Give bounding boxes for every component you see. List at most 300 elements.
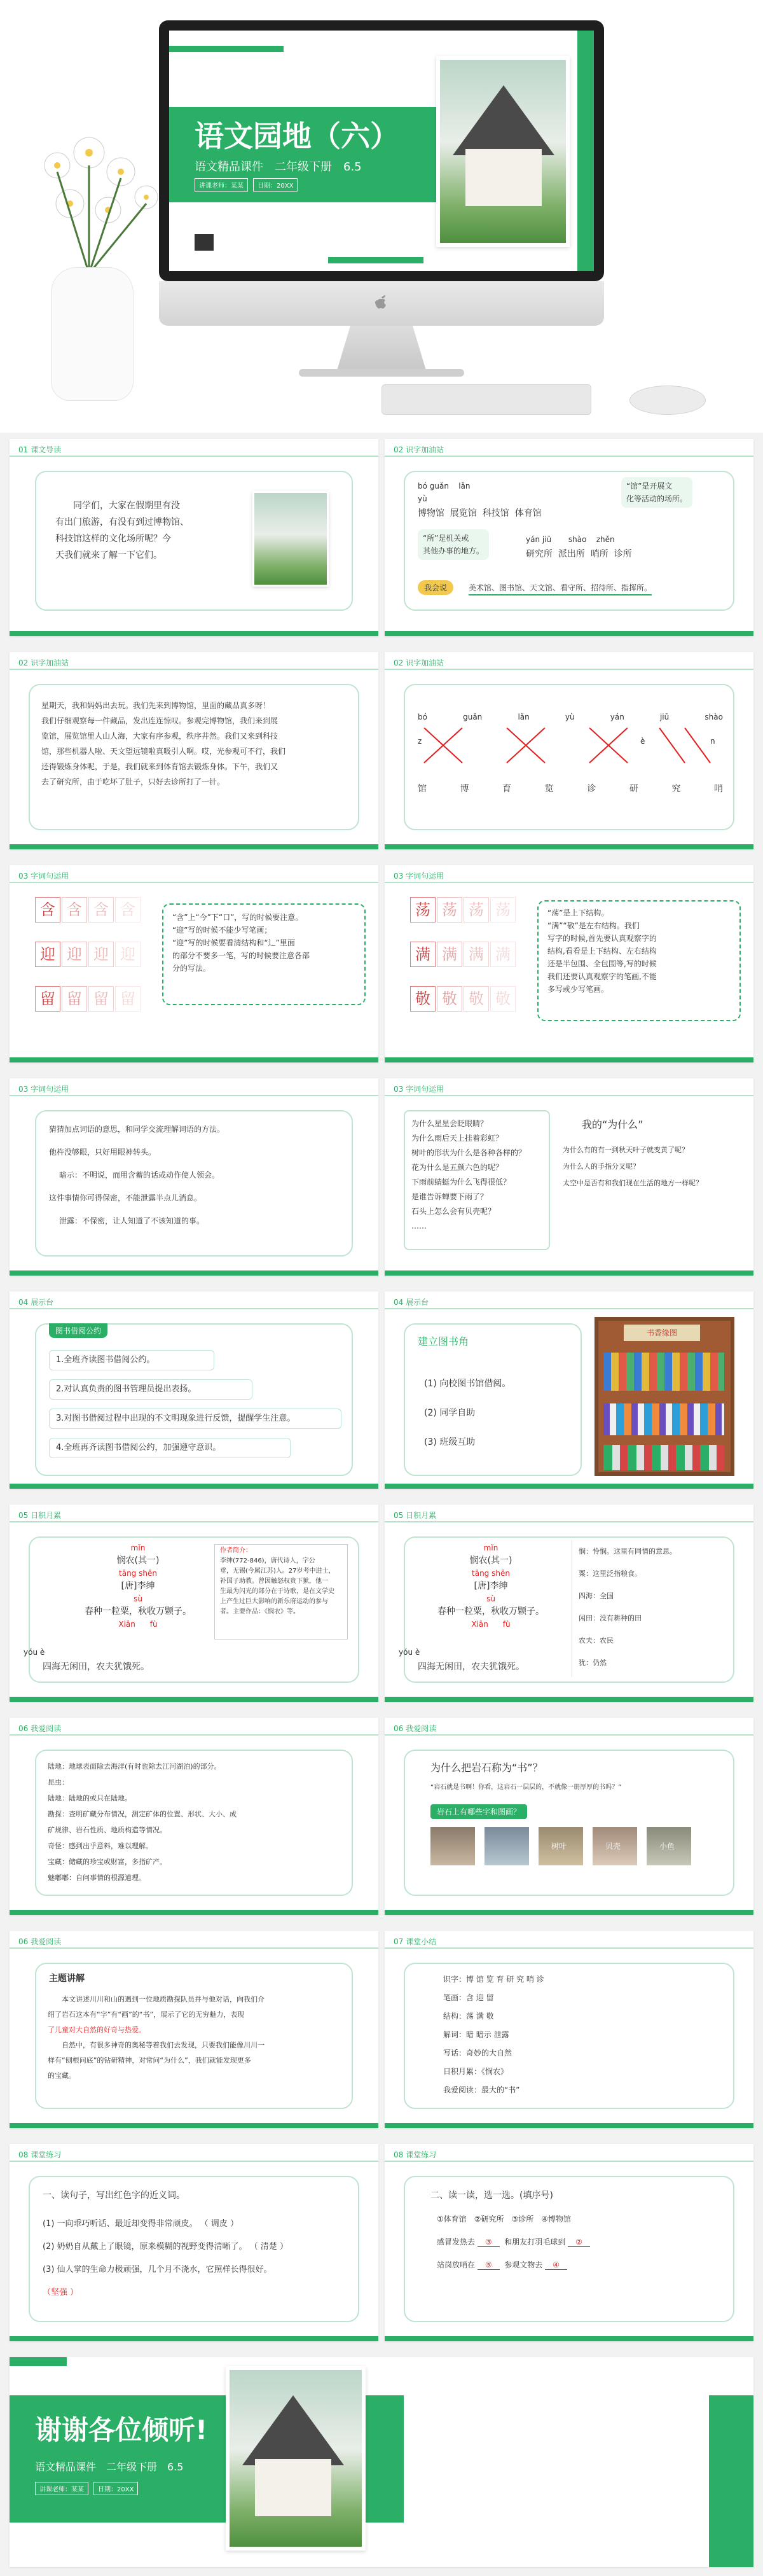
slide-exercise-1 <box>10 2144 378 2341</box>
summary-list <box>443 1970 544 2099</box>
pinyin: sù <box>486 1594 495 1603</box>
mouse <box>629 386 706 415</box>
flower-decoration <box>19 127 172 274</box>
slide-label: 06 我爱阅读 <box>18 1937 62 1946</box>
slide-writing-1 <box>10 865 378 1062</box>
pinyin: yù <box>418 494 427 503</box>
text-line: 下雨前蜻蜓为什么飞得很低？ <box>411 1178 511 1187</box>
list-item: 1.全班齐读图书借阅公约。 <box>49 1350 214 1370</box>
text-line: 写话：奇妙的大自然 <box>443 2049 512 2057</box>
slide-word-meaning <box>10 1078 378 1276</box>
text-line: 树叶的形状为什么是各种各样的？ <box>411 1148 526 1157</box>
prompt: 和朋友打羽毛球到 <box>504 2238 566 2246</box>
slide-showcase-2 <box>385 1291 753 1489</box>
char: 馆 <box>418 784 427 794</box>
theme-text <box>48 1992 347 2084</box>
answer-row <box>437 2259 567 2271</box>
slide-theme <box>10 1931 378 2128</box>
char-cell: 留 <box>115 986 141 1012</box>
text-line: 补国子助教。曾因触怒权贵下狱，他一 <box>220 1578 328 1585</box>
monitor-stand <box>337 326 426 370</box>
pinyin: lǎn <box>518 713 530 721</box>
writing-tips <box>162 903 366 1005</box>
word: 诊所 <box>614 549 632 559</box>
exercise-title: 一、读句子，写出红色字的近义词。 <box>43 2190 185 2201</box>
content-card <box>35 1963 353 2109</box>
word: 研究所 <box>526 549 553 559</box>
pinyin: Xiān <box>118 1620 135 1629</box>
question-title: 为什么把岩石称为“书”？ <box>430 1762 543 1774</box>
content-card <box>399 1536 734 1683</box>
books <box>603 1353 724 1391</box>
text-line: 识字：博 馆 览 育 研 究 哨 诊 <box>443 1975 544 1984</box>
pinyin: yán jiū <box>526 535 552 544</box>
pinyin: zhěn <box>596 535 615 544</box>
text-line: 绍了岩石这本有“字”有“画”的“书”，展示了它的无穷魅力，表现 <box>48 2010 245 2019</box>
text-line: 结构,看看是上下结构、左右结构 <box>547 947 657 956</box>
text-line: 生最为闪光的部分在于诗歌，是在文学史 <box>220 1588 334 1595</box>
char-cell: 荡 <box>437 897 462 922</box>
char-cell: 荡 <box>490 897 516 922</box>
text-line: 我爱阅读：最大的“书” <box>443 2085 520 2094</box>
rock-picture <box>539 1827 583 1865</box>
pinyin: n <box>710 737 715 746</box>
text-line: 这件事情你可得保密，不能泄露半点儿消息。 <box>49 1194 202 1202</box>
content-card <box>35 1750 353 1896</box>
slide-label: 04 展示台 <box>18 1298 54 1307</box>
text-line: “迎”写的时候不能少写笔画； <box>172 926 272 935</box>
pic-label: 贝壳 <box>605 1842 621 1851</box>
my-why-list <box>563 1142 741 1192</box>
text-line: 宝藏：储藏的珍宝或财富，多指矿产。 <box>48 1858 167 1866</box>
tips-text <box>172 911 363 975</box>
note-bubble <box>621 477 692 508</box>
text-line: 日积月累：《悯农》 <box>443 2067 509 2076</box>
text-line: 者。主要作品：《悯农》等。 <box>220 1608 299 1615</box>
char: 览 <box>544 784 554 794</box>
slide-label: 03 字词句运用 <box>18 1085 69 1094</box>
pinyin: bó <box>418 713 427 721</box>
text-line: 猜猜加点词语的意思，和同学交流理解词语的方法。 <box>49 1125 225 1134</box>
text-line: “迎”写的时候要看清结构和“辶”里面 <box>172 938 295 947</box>
slide-writing-2 <box>385 865 753 1062</box>
pinyin: mǐn <box>483 1543 498 1552</box>
house-photo <box>436 56 570 247</box>
text-line: 解词：暗 暗示 泄露 <box>443 2030 509 2039</box>
thanks-title: 谢谢各位倾听! <box>35 2414 208 2446</box>
pinyin: fù <box>149 1620 158 1629</box>
slide-label: 02 识字加油站 <box>18 658 69 667</box>
content-card <box>29 2176 359 2322</box>
text-line: 暗示：不明说，而用含蓄的话或动作使人领会。 <box>59 1171 220 1180</box>
accent-bar <box>169 46 284 52</box>
text-line: 魅嘟嘟：自问事情的根源道理。 <box>48 1874 146 1882</box>
slide-label: 01 课文导读 <box>18 445 62 454</box>
pinyin: guǎn <box>463 713 483 721</box>
accent-bar <box>10 2357 67 2366</box>
slide-exercise-2 <box>385 2144 753 2341</box>
badge: 我会说 <box>418 580 453 595</box>
answer: ④ <box>545 2260 567 2270</box>
text-line: (1) 向校图书馆借阅。 <box>424 1379 511 1389</box>
pinyin: yóu è <box>24 1648 45 1657</box>
slide-reading-1 <box>10 1718 378 1915</box>
story-text <box>41 698 350 790</box>
author-note <box>214 1544 348 1640</box>
teacher-tag: 讲课老师：某某 <box>35 2482 88 2495</box>
text-line: 四海：全国 <box>579 1592 614 1600</box>
text-line: 奇怪：感到出乎意料，难以理解。 <box>48 1842 153 1850</box>
text-line: 还是半包围、全包围等,写的时候 <box>547 959 657 968</box>
accent-bar <box>328 257 423 263</box>
poem-line: 四海无闲田，农夫犹饿死。 <box>418 1662 525 1672</box>
accent-bar <box>577 31 594 271</box>
tips-text <box>547 907 738 996</box>
content-card <box>404 471 734 611</box>
text-line: 犹：仍然 <box>579 1659 607 1667</box>
char-cell: 含 <box>88 897 114 922</box>
char-cell: 荡 <box>464 897 489 922</box>
text-line: 去了研究所，由于吃坏了肚子，只好去诊所打了一针。 <box>41 777 225 786</box>
word: 派出所 <box>558 549 585 559</box>
word: 哨所 <box>590 549 608 559</box>
text-line: 他杵没够眼，只好用眼神转头。 <box>49 1148 156 1157</box>
poem <box>418 1542 564 1631</box>
questions <box>411 1117 526 1234</box>
title-band <box>169 107 443 202</box>
intro-text <box>55 498 246 564</box>
word-row <box>418 505 542 522</box>
quote: “岩石就是书啊！你看，这岩石一层层的，不就像一册厚厚的书吗？” <box>430 1784 622 1791</box>
exercise-title: 二、读一读，选一选。(填序号) <box>430 2190 553 2201</box>
text-line: 矿规律、岩石性质、地质构造等情况。 <box>48 1826 167 1834</box>
pinyin: tāng shēn <box>472 1569 510 1578</box>
ribbon: 图书借阅公约 <box>49 1323 107 1338</box>
text-line: “荡”是上下结构。 <box>547 909 609 917</box>
pinyin: yóu è <box>399 1648 420 1657</box>
thanks-subtitle: 语文精品课件 二年级下册 6.5 <box>35 2461 184 2473</box>
options: ①体育馆 ②研究所 ③诊所 ④博物馆 <box>437 2215 572 2224</box>
pinyin: z <box>418 737 422 746</box>
text-line: “含”上“今”下“口”，写的时候要注意。 <box>172 913 303 922</box>
pinyin: fù <box>502 1620 511 1629</box>
slide-matching <box>385 652 753 849</box>
vase <box>51 267 134 401</box>
note-text <box>220 1546 345 1617</box>
char-cell: 含 <box>62 897 87 922</box>
text-line: 上产生过巨大影响的新乐府运动的参与 <box>220 1598 328 1605</box>
poem-line: 四海无闲田，农夫犹饿死。 <box>43 1662 149 1672</box>
poem-line: 春种一粒粟，秋收万颗子。 <box>437 1606 544 1617</box>
text-line: 本文讲述川川和山的遇到一位地质勘探队员并与他对话，向我们介 <box>62 1995 265 2003</box>
text-line: 陆地：地球表面除去海洋(有时也除去江河湖泊)的部分。 <box>48 1762 221 1771</box>
char-cell: 敬 <box>490 986 516 1012</box>
slide-label: 06 我爱阅读 <box>18 1724 62 1733</box>
pinyin: shào <box>705 713 723 721</box>
slide-intro <box>10 439 378 636</box>
question-list <box>404 1110 550 1250</box>
text-line: 是谁告诉蝉要下雨了？ <box>411 1192 488 1201</box>
my-why-title: 我的“为什么” <box>582 1118 643 1131</box>
text-line: 我们仔细观察每一件藏品，发出连连惊叹。参观完博物馆，我们来到展 <box>41 716 278 725</box>
text-line: 还得锻炼身体呢，于是，我们就来到体育馆去锻炼身体。下午，我们又 <box>41 762 278 771</box>
gloss-text <box>579 1540 677 1674</box>
cover-title: 语文园地（六） <box>195 119 399 153</box>
text-line: “满”“敬”是左右结构。我们 <box>547 921 640 930</box>
char-cell: 含 <box>115 897 141 922</box>
text-line: 为什么人的手指分叉呢？ <box>563 1162 640 1171</box>
example-words: 美术馆、图书馆、天文馆、看守所、招待所、指挥所。 <box>469 581 652 595</box>
books <box>603 1445 724 1470</box>
slide-label: 04 展示台 <box>394 1298 429 1307</box>
word-row <box>526 546 632 562</box>
text-line: 样有“刨根问底”的钻研精神，对常问“为什么”，我们就能发现更多 <box>48 2056 251 2064</box>
house-photo <box>226 2366 366 2551</box>
text-line: 的宝藏。 <box>48 2071 76 2080</box>
char-row <box>418 781 723 797</box>
text-line: (3) 班级互助 <box>424 1437 476 1447</box>
slide-reading-2 <box>385 1718 753 1915</box>
monitor-foot <box>299 369 464 377</box>
prompt: 参观文物去 <box>504 2260 543 2269</box>
cover-slide <box>169 31 594 271</box>
option-list <box>424 1369 511 1457</box>
pinyin: mǐn <box>130 1543 146 1552</box>
content-card <box>35 1110 353 1257</box>
decor-box <box>195 234 214 251</box>
text-line: (3) 仙人掌的生命力极顽强，几个月不浇水，它照样长得很好。 <box>43 2265 272 2274</box>
text-line: 李绅(772-846)，唐代诗人，字公 <box>220 1557 315 1564</box>
teacher-tag: 讲课老师：某某 <box>195 178 248 191</box>
text-line: 结构：荡 满 敬 <box>443 2012 494 2021</box>
char: 哨 <box>713 784 723 794</box>
slide-showcase-1 <box>10 1291 378 1489</box>
text-line: 馆，那些机器人啦、天文望远镜啦真吸引人啊。哎，光参观可不行，我们 <box>41 747 286 756</box>
note-bubble <box>418 529 489 560</box>
accent-bar <box>709 2395 753 2567</box>
rock-picture <box>485 1827 529 1865</box>
section-strip: 岩石上有哪些字和图画？ <box>430 1804 527 1819</box>
text-line: 笔画：含 迎 留 <box>443 1993 494 2002</box>
text-line: 写字的时候,首先要认真观察字的 <box>547 934 657 943</box>
content-card <box>29 684 359 830</box>
monitor-chin <box>159 281 604 326</box>
char-cell: 迎 <box>62 942 87 967</box>
slide-literacy-2 <box>10 652 378 849</box>
keyboard <box>382 384 591 415</box>
pic-label: 小鱼 <box>659 1842 675 1851</box>
pinyin: sù <box>134 1594 142 1603</box>
poem-title: 悯农(其一) <box>469 1556 512 1566</box>
section-title: 建立图书角 <box>418 1335 469 1347</box>
content-card <box>404 1323 582 1476</box>
pinyin: è <box>640 737 645 746</box>
content-card <box>404 684 734 830</box>
content-card <box>24 1536 359 1683</box>
text-line: 泄露：不保密，让人知道了不该知道的事。 <box>59 1216 205 1225</box>
char: 博 <box>460 784 469 794</box>
char-cell: 满 <box>437 942 462 967</box>
slide-label: 03 字词句运用 <box>394 1085 444 1094</box>
text-line: 分的写法。 <box>172 964 211 973</box>
text-line: 昆虫： <box>48 1778 69 1786</box>
char-cell: 留 <box>62 986 87 1012</box>
char-cell: 满 <box>464 942 489 967</box>
pinyin-row <box>418 711 723 723</box>
text-line: (1) 一向乖巧听话、最近却变得非常顽皮。 （ 调皮 ） <box>43 2219 238 2229</box>
char-cell: 含 <box>35 897 60 922</box>
pinyin: jiū <box>659 713 670 721</box>
char-cell: 敬 <box>464 986 489 1012</box>
gloss-list <box>572 1540 727 1677</box>
answer-row <box>437 2236 590 2248</box>
content-card <box>404 2176 734 2322</box>
text-line: (2) 奶奶自从戴上了眼镜，原来模糊的视野变得清晰了。 （ 清楚 ） <box>43 2242 288 2252</box>
pinyin: tāng shēn <box>119 1569 157 1578</box>
rock-picture <box>647 1827 691 1865</box>
writing-tips <box>537 900 741 1021</box>
text-line: 农夫：农民 <box>579 1636 614 1645</box>
slide-poem-2 <box>385 1505 753 1702</box>
slide-label: 03 字词句运用 <box>394 872 444 881</box>
text-line: 为什么星星会眨眼睛？ <box>411 1119 488 1128</box>
text-line: (2) 同学自助 <box>424 1408 476 1418</box>
text-line: 同学们，大家在假期里有没 <box>73 501 180 511</box>
pinyin: shào <box>568 535 587 544</box>
lesson-text <box>49 1118 224 1232</box>
text-line: 化等活动的场所。 <box>626 494 688 503</box>
slide-label: 05 日积月累 <box>394 1511 437 1520</box>
text-line: 太空中是否有和我们现在生活的地方一样呢？ <box>563 1179 703 1187</box>
text-line: “馆”是开展文 <box>626 482 673 491</box>
text-line: （坚强 ） <box>43 2288 79 2297</box>
text-line: 闲田：没有耕种的田 <box>579 1614 642 1622</box>
slide-label: 08 课堂练习 <box>394 2150 437 2159</box>
word: 科技馆 <box>482 508 509 519</box>
char-cell: 迎 <box>115 942 141 967</box>
poem-title: 悯农(其一) <box>116 1556 160 1566</box>
prompt: 站岗放哨在 <box>437 2260 476 2269</box>
text-line: 自然中，有很多神奇的奥秘等着我们去发现，只要我们能像川川一 <box>62 2041 265 2049</box>
char-cell: 敬 <box>410 986 436 1012</box>
poem <box>68 1542 208 1631</box>
slide-poem-1 <box>10 1505 378 1702</box>
list-item: 3.对图书借阅过程中出现的不文明现象进行反馈，提醒学生注意。 <box>49 1409 341 1429</box>
char-cell: 荡 <box>410 897 436 922</box>
pinyin: yù <box>565 713 575 721</box>
poem-author: [唐]李绅 <box>474 1581 508 1591</box>
slide-questions <box>385 1078 753 1276</box>
text-line: 为什么有的有一到秋天叶子就变黄了呢？ <box>563 1146 689 1154</box>
glossary <box>48 1758 237 1886</box>
char: 究 <box>671 784 681 794</box>
text-line: 星期天，我和妈妈出去玩。我们先来到博物馆，里面的藏品真多呀！ <box>41 701 271 710</box>
word: 博物馆 <box>418 508 444 519</box>
char-cell: 迎 <box>88 942 114 967</box>
char: 研 <box>629 784 638 794</box>
text-line: 览馆，展览馆里人山人海，大家有序参观，秩序井然。我们又来到科技 <box>41 732 278 741</box>
text-line: 垂，无锡(今属江苏)人。27岁考中进士， <box>220 1568 335 1575</box>
content-card <box>404 1963 734 2109</box>
monitor <box>159 20 604 281</box>
char-cell: 满 <box>490 942 516 967</box>
text-line: “所”是机关或 <box>423 534 469 543</box>
slide-thanks <box>10 2357 753 2567</box>
text-line: 作者简介： <box>220 1547 252 1554</box>
content-card <box>35 1323 353 1476</box>
text-line: 陆地：陆地的或只在陆地。 <box>48 1794 132 1802</box>
text-line: 我们还要认真观察字的笔画,不能 <box>547 972 657 981</box>
text-line: 的部分不要多一笔，写的时候要注意各部 <box>172 951 310 960</box>
rock-picture <box>430 1827 475 1865</box>
slide-label: 03 字词句运用 <box>18 872 69 881</box>
prompt: 感冒发热去 <box>437 2238 476 2246</box>
apple-logo-icon <box>375 294 388 309</box>
pinyin: yán <box>610 713 624 721</box>
char: 育 <box>502 784 512 794</box>
house-photo <box>252 491 329 587</box>
section-heading: 主题讲解 <box>49 1974 85 1984</box>
cover-subtitle: 语文精品课件 二年级下册 6.5 <box>195 160 362 174</box>
text-line: …… <box>411 1222 427 1230</box>
content-card <box>404 1750 734 1896</box>
content-card <box>35 471 353 611</box>
rock-picture <box>593 1827 637 1865</box>
date-tag: 日期：20XX <box>253 178 298 191</box>
text-line: 其他办事的地方。 <box>423 547 485 555</box>
exercise-items <box>43 2213 288 2304</box>
answer: ② <box>568 2238 590 2247</box>
answer: ⑤ <box>478 2260 500 2270</box>
text-line: 粟：这里泛指粮食。 <box>579 1570 642 1578</box>
char-cell: 留 <box>88 986 114 1012</box>
word: 体育馆 <box>514 508 542 519</box>
books <box>603 1403 724 1435</box>
word: 展览馆 <box>450 508 477 519</box>
char-cell: 迎 <box>35 942 60 967</box>
poem-line: 春种一粒粟，秋收万颗子。 <box>85 1606 191 1617</box>
text-line: 了儿童对大自然的好奇与热爱。 <box>48 2026 146 2034</box>
slide-label: 08 课堂练习 <box>18 2150 62 2159</box>
list-item: 2.对认真负责的图书管理员提出表扬。 <box>49 1379 252 1400</box>
tag-row <box>35 2482 138 2495</box>
shelf-sign: 书香缘图 <box>624 1325 700 1341</box>
slide-label: 06 我爱阅读 <box>394 1724 437 1733</box>
matching-lines <box>418 725 723 769</box>
text-line: 花为什么是五颜六色的呢？ <box>411 1163 504 1172</box>
text-line: 有出门旅游，有没有到过博物馆、 <box>55 517 189 527</box>
char: 诊 <box>587 784 596 794</box>
slide-label: 07 课堂小结 <box>394 1937 437 1946</box>
text-line: 科技馆这样的文化场所呢？今 <box>55 534 171 544</box>
slide-label: 05 日积月累 <box>18 1511 62 1520</box>
text-line: 天我们就来了解一下它们。 <box>55 550 162 560</box>
text-line: 为什么雨后天上挂着彩虹？ <box>411 1134 504 1143</box>
hero-mockup <box>0 0 763 433</box>
list-item: 4.全班再齐读图书借阅公约，加强遵守意识。 <box>49 1438 291 1458</box>
date-tag: 日期：20XX <box>93 2482 138 2495</box>
pinyin-row <box>418 480 471 505</box>
slide-summary <box>385 1931 753 2128</box>
char-cell: 留 <box>35 986 60 1012</box>
slide-label: 02 识字加油站 <box>394 658 444 667</box>
slide-label: 02 识字加油站 <box>394 445 444 454</box>
char-cell: 敬 <box>437 986 462 1012</box>
text-line: 悯：怜悯。这里有同情的意思。 <box>579 1547 677 1556</box>
poem-author: [唐]李绅 <box>121 1581 155 1591</box>
pinyin: lǎn <box>458 482 471 491</box>
pinyin: bó guǎn <box>418 482 449 491</box>
